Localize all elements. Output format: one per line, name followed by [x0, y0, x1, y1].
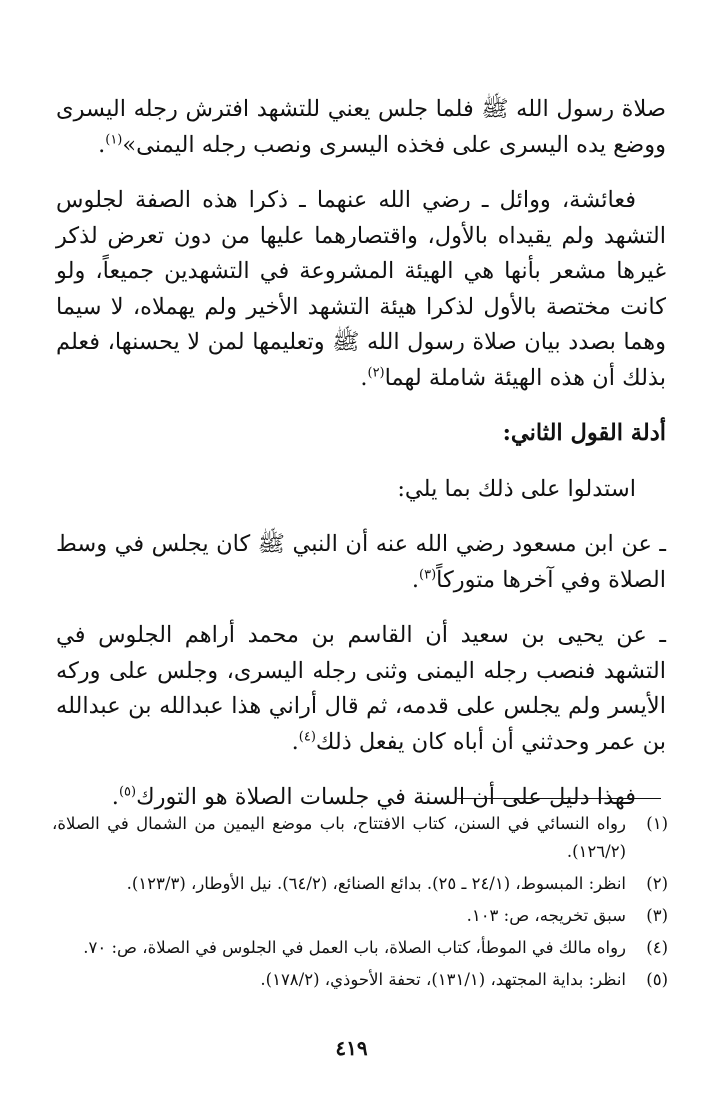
paragraph-6-end: .	[111, 784, 119, 810]
footnote-ref-4: (٤)	[298, 729, 316, 744]
paragraph-1-end: .	[98, 131, 106, 158]
footnote-text: رواه مالك في الموطأ، كتاب الصلاة، باب العمل في الجلوس في الصلاة، ص: ٧٠.	[83, 938, 626, 957]
paragraph-6-text: فهذا دليل على أن السنة في جلسات الصلاة هو التورك	[136, 784, 636, 810]
footnote-ref-2: (٢)	[367, 365, 385, 380]
footnote-number: (٣)	[646, 906, 668, 925]
paragraph-5-text: ـ عن يحيى بن سعيد أن القاسم بن محمد أراهم الجلوس في التشهد فنصب رجله اليمنى وثنى رجله اليسرى، وجلس على وركه الأيسر ولم يجلس على قدمه، ثم قال أراني هذا عبدالله بن عبدالله بن عمر وحدثني أن أباه كان يفعل ذلك	[56, 622, 666, 755]
paragraph-2-text: فعائشة، ووائل ـ رضي الله عنهما ـ ذكرا هذه الصفة لجلوس التشهد ولم يقيداه بالأول، واقتصارهما عليها من دون تعرض لذكر غيرها مشعر بأنها هي الهيئة المشروعة في التشهدين جميعاً، ولو كانت مختصة بالأول لذكرا هيئة التشهد الأخير ولم يهملاه، لا سيما وهما بصدد بيان صلاة رسول الله ﷺ وتعليمها لمن لا يحسنها، فعلم بذلك أن هذه الهيئة شاملة لهما	[56, 187, 666, 391]
footnote-number: (٥)	[646, 970, 668, 989]
footnote-text: انظر: المبسوط، (٢٤/١ ـ ٢٥). بدائع الصنائع، (٦٤/٢). نيل الأوطار، (١٢٣/٣).	[126, 874, 626, 893]
paragraph-5-end: .	[291, 728, 299, 755]
paragraph-4-text: ـ عن ابن مسعود رضي الله عنه أن النبي ﷺ كان يجلس في وسط الصلاة وفي آخرها متوركاً	[56, 531, 666, 593]
footnote-text: رواه النسائي في السنن، كتاب الافتتاح، باب موضع اليمين من الشمال في الصلاة، (١٢٦/٢).	[52, 814, 626, 861]
footnote-divider	[457, 798, 661, 799]
paragraph-2	[56, 183, 666, 396]
footnotes	[52, 810, 668, 998]
footnote-1	[52, 810, 668, 866]
paragraph-4-end: .	[411, 566, 419, 593]
footnote-text: انظر: بداية المجتهد، (١٣١/١)، تحفة الأحوذي، (١٧٨/٢).	[260, 970, 626, 989]
footnote-ref-5: (٥)	[118, 784, 137, 800]
main-text	[56, 92, 666, 816]
section-heading: أدلة القول الثاني:	[502, 420, 666, 446]
page-number: ٤١٩	[335, 1036, 368, 1060]
paragraph-5	[56, 618, 666, 760]
footnote-2	[52, 870, 668, 898]
paragraph-3: استدلوا على ذلك بما يلي:	[397, 475, 636, 502]
footnote-ref-3: (٣)	[419, 567, 437, 582]
footnote-ref-1: (١)	[105, 132, 123, 147]
footnote-number: (٤)	[646, 938, 668, 957]
paragraph-1	[56, 92, 666, 163]
footnote-number: (١)	[646, 814, 668, 833]
footnote-5	[52, 966, 668, 994]
paragraph-4	[56, 527, 666, 598]
footnote-4	[52, 934, 668, 962]
paragraph-2-end: .	[360, 364, 368, 391]
paragraph-1-text: صلاة رسول الله ﷺ فلما جلس يعني للتشهد افترش رجله اليسرى ووضع يده اليسرى على فخذه اليسرى ونصب رجله اليمنى»	[56, 96, 666, 158]
footnote-number: (٢)	[646, 874, 668, 893]
footnote-3	[52, 902, 668, 930]
footnote-text: سبق تخريجه، ص: ١٠٣.	[466, 906, 626, 925]
